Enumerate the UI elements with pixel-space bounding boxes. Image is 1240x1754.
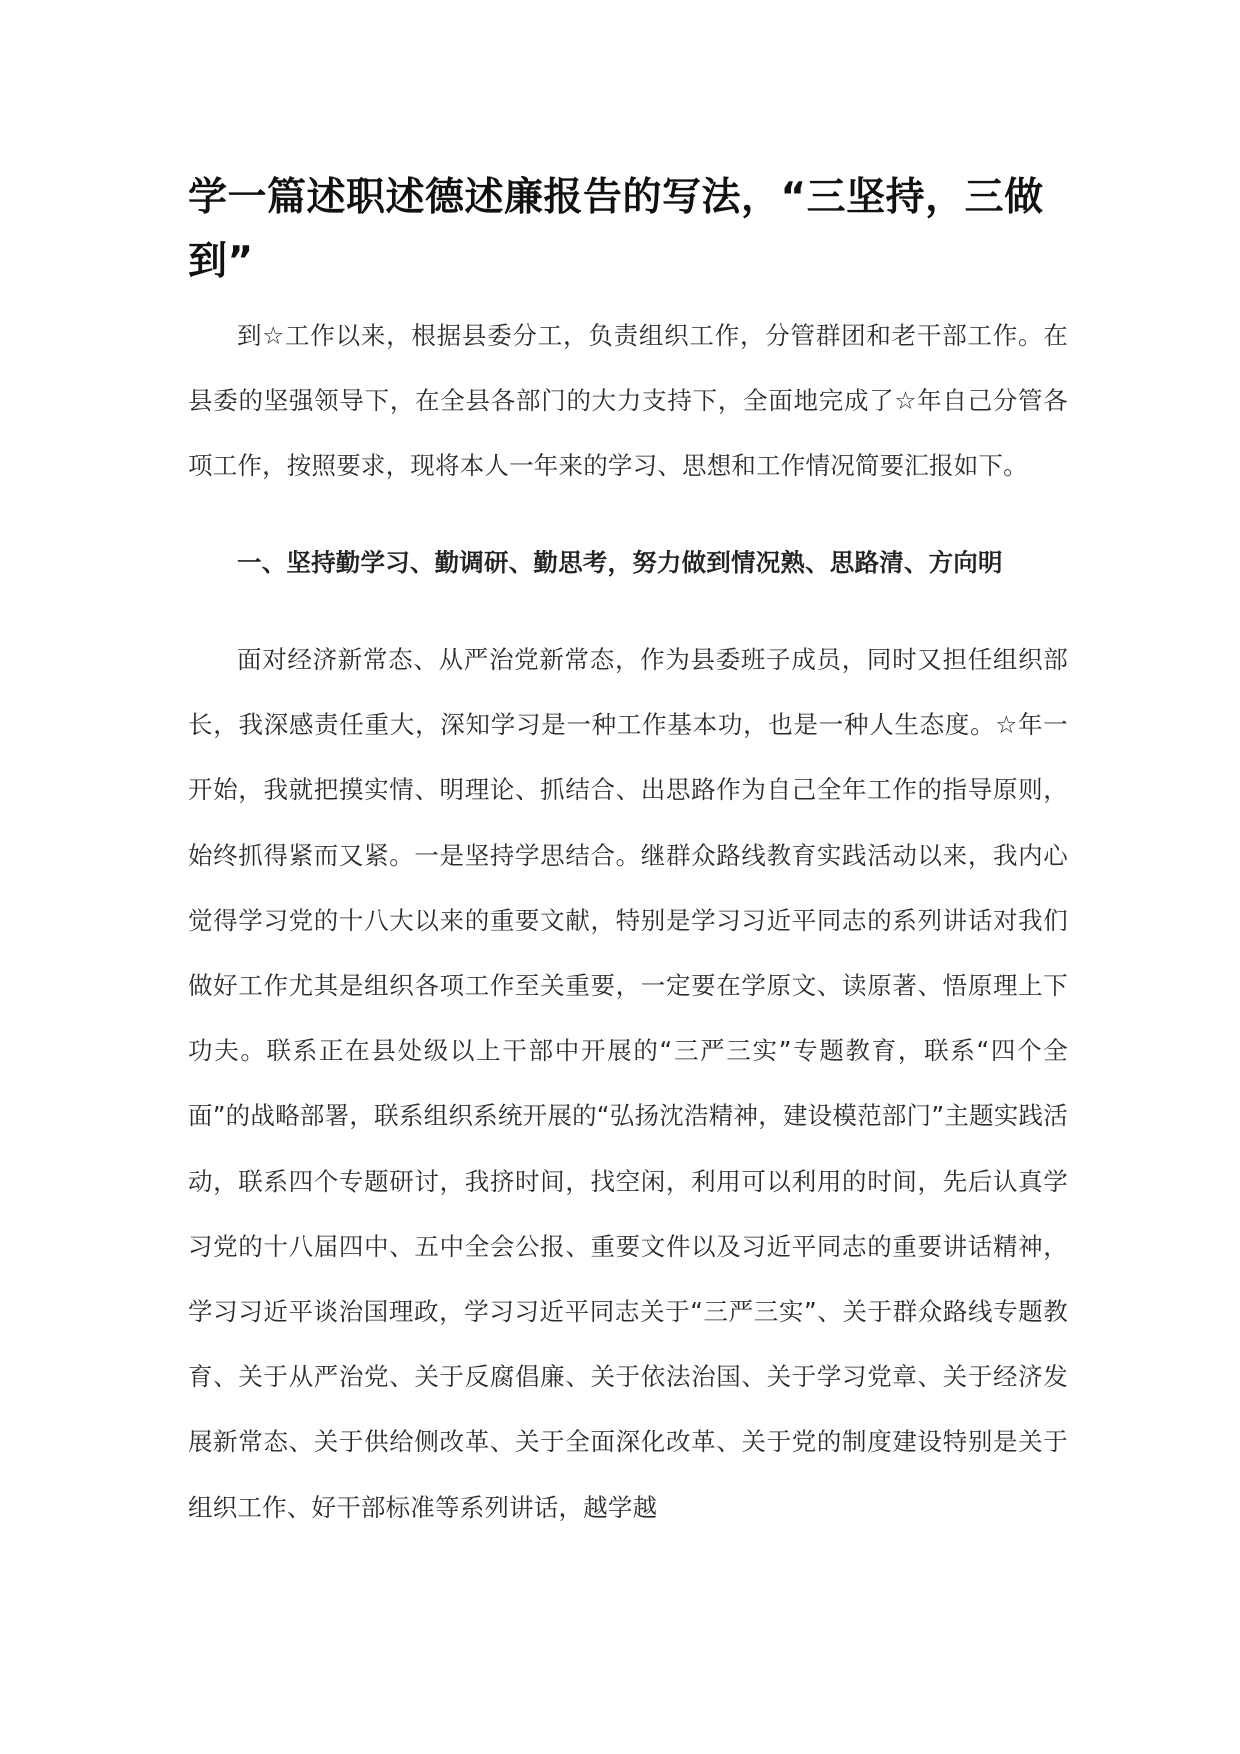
body-paragraph: 面对经济新常态、从严治党新常态，作为县委班子成员，同时又担任组织部长，我深感责任重大，深知学习是一种工作基本功，也是一种人生态度。☆年一开始，我就把摸实情、明理论、抓结合、出思路作为自己全年工作的指导原则，始终抓得紧而又紧。一是坚持学思结合。继群众路线教育实践活动以来，我内心觉得学习党的十八大以来的重要文献，特别是学习习近平同志的系列讲话对我们做好工作尤其是组织各项工作至关重要，一定要在学原文、读原著、悟原理上下功夫。联系正在县处级以上干部中开展的“三严三实”专题教育，联系“四个全面”的战略部署，联系组织系统开展的“弘扬沈浩精神，建设模范部门”主题实践活动，联系四个专题研讨，我挤时间，找空闲，利用可以利用的时间，先后认真学习党的十八届四中、五中全会公报、重要文件以及习近平同志的重要讲话精神，学习习近平谈治国理政，学习习近平同志关于“三严三实”、关于群众路线专题教育、关于从严治党、关于反腐倡廉、关于依法治国、关于学习党章、关于经济发展新常态、关于供给侧改革、关于全面深化改革、关于党的制度建设特别是关于组织工作、好干部标准等系列讲话，越学越 bbox=[188, 645, 1068, 1522]
section-heading: 一、坚持勤学习、勤调研、勤思考，努力做到情况熟、思路清、方向明 bbox=[237, 548, 1003, 577]
document-title: 学一篇述职述德述廉报告的写法，“三坚持，三做到” bbox=[188, 175, 1044, 284]
intro-paragraph: 到☆工作以来，根据县委分工，负责组织工作，分管群团和老干部工作。在县委的坚强领导下，在全县各部门的大力支持下，全面地完成了☆年自己分管各项工作，按照要求，现将本人一年来的学习、思想和工作情况简要汇报如下。 bbox=[188, 321, 1068, 481]
